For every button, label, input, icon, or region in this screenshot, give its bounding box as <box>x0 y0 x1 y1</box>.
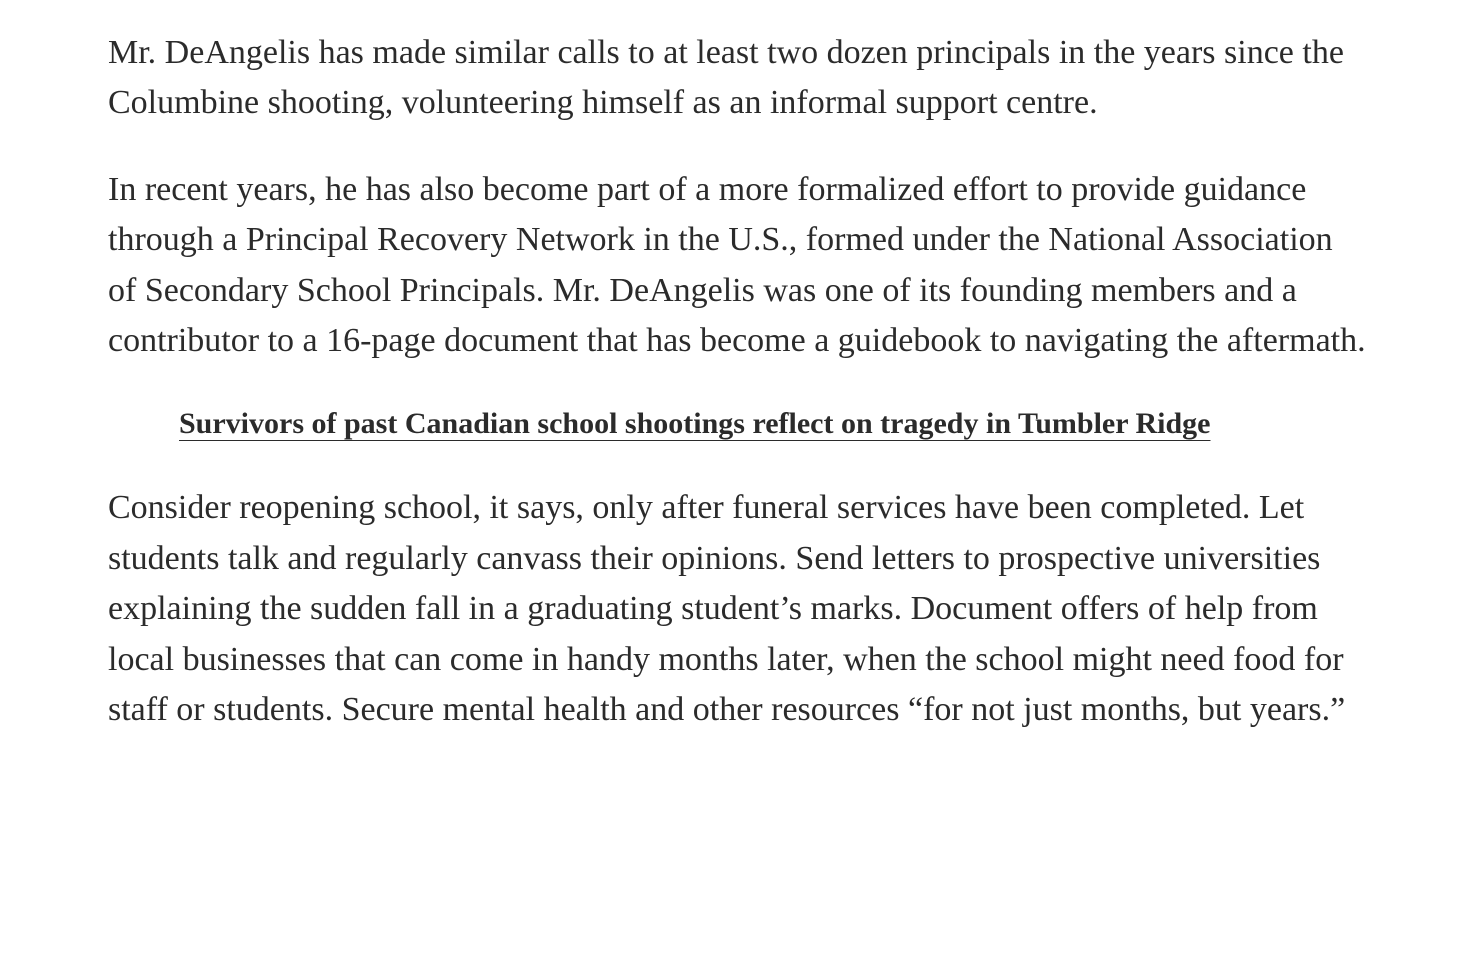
article-paragraph: Consider reopening school, it says, only after funeral services have been completed. Let students talk and regularly canvass their opinions. Send letters to prospective universities explaining the sudden fall in a graduating student’s marks. Document offers of help from local businesses that can come in handy months later, when the school might need food for staff or students. Secure mental health and other resources “for not just months, but years.” <box>108 489 1346 729</box>
related-article-link[interactable]: Survivors of past Canadian school shootings reflect on tragedy in Tumbler Ridge <box>179 407 1211 441</box>
article-body <box>108 28 1368 771</box>
article-paragraph: Mr. DeAngelis has made similar calls to at least two dozen principals in the years since the Columbine shooting, volunteering himself as an informal support centre. <box>108 34 1344 122</box>
related-article-callout <box>179 402 1279 445</box>
article-paragraph: In recent years, he has also become part of a more formalized effort to provide guidance through a Principal Recovery Network in the U.S., formed under the National Association of Secondary School Principals. Mr. DeAngelis was one of its founding members and a contributor to a 16-page document that has become a guidebook to navigating the aftermath. <box>108 170 1366 360</box>
